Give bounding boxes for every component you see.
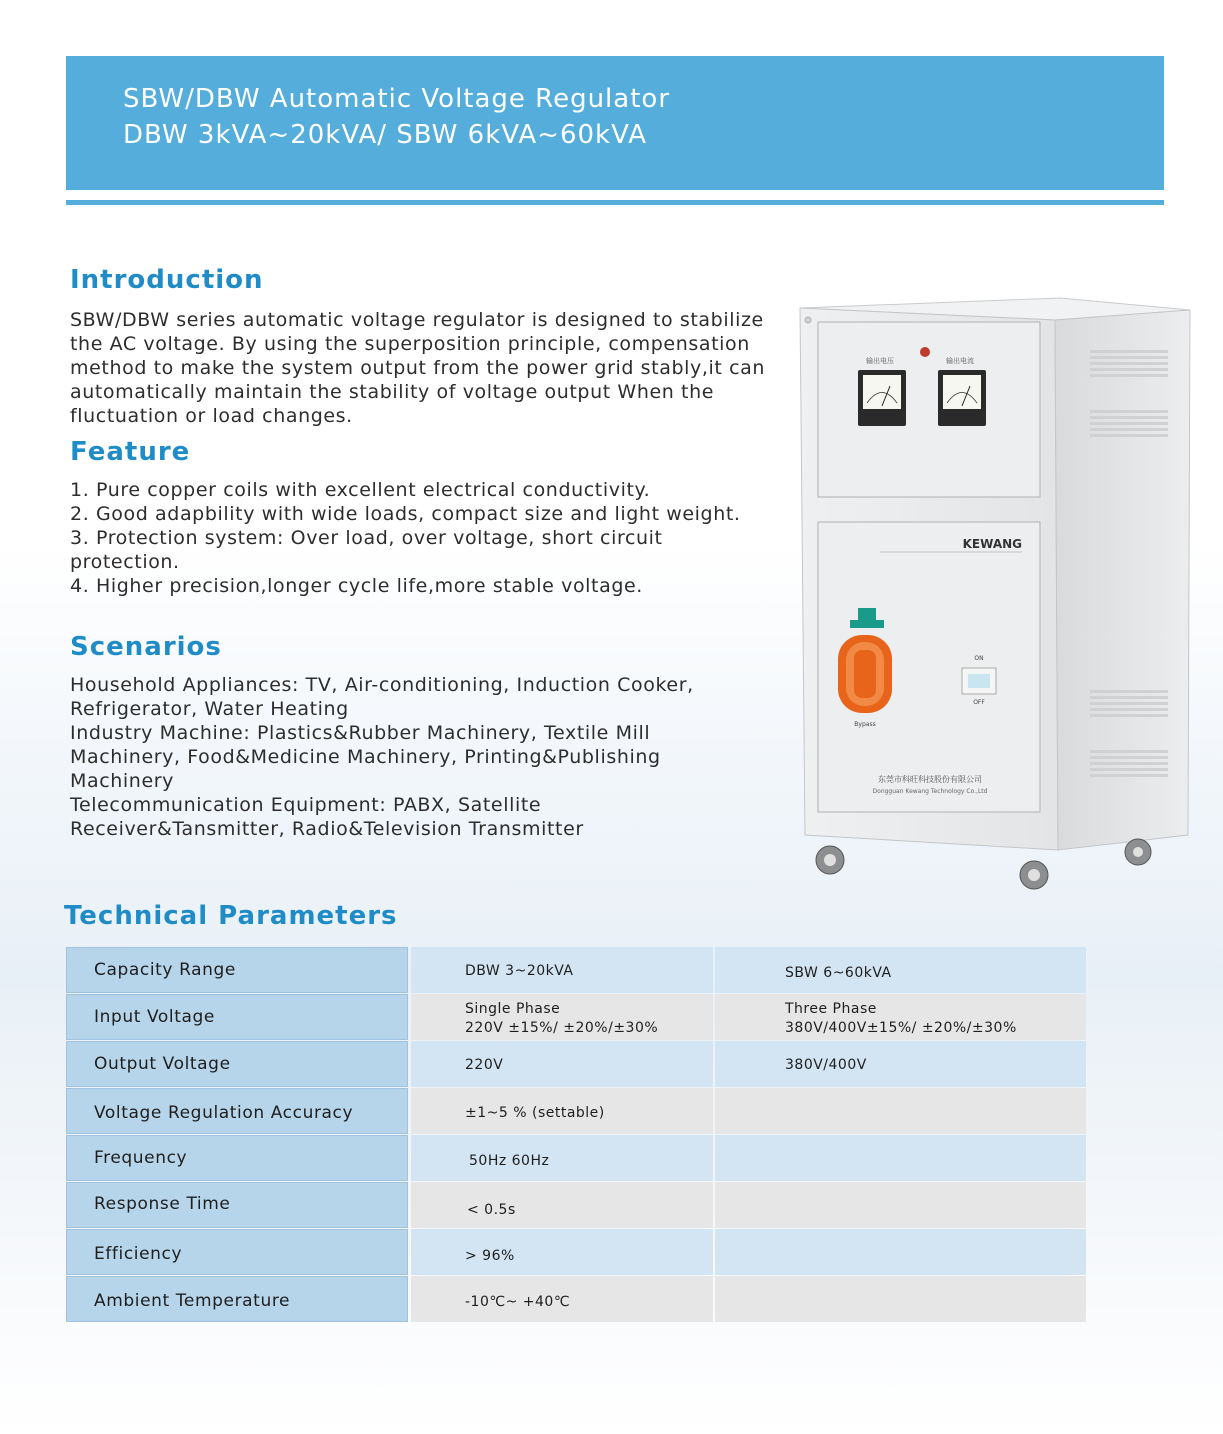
introduction-text xyxy=(70,308,765,428)
sbw-value-detail: 380V/400V±15%/ ±20%/±30% xyxy=(785,1020,1017,1036)
switch-on-label: ON xyxy=(974,655,984,662)
scenarios-heading: Scenarios xyxy=(70,632,222,662)
ammeter-icon xyxy=(938,370,986,426)
scenarios-line: Telecommunication Equipment: PABX, Satellite xyxy=(70,794,542,816)
row-label: Ambient Temperature xyxy=(94,1291,291,1311)
caster-wheel-icon xyxy=(816,839,1151,889)
dbw-value: -10℃~ +40℃ xyxy=(465,1294,571,1310)
introduction-line: the AC voltage. By using the superposition principle, compensation xyxy=(70,333,750,355)
company-name-cn: 东莞市科旺科技股份有限公司 xyxy=(878,775,982,784)
title-banner xyxy=(66,56,1164,190)
table-row xyxy=(66,1276,1086,1323)
introduction-line: fluctuation or load changes. xyxy=(70,405,353,427)
feature-heading: Feature xyxy=(70,437,191,467)
bypass-label: Bypass xyxy=(854,721,876,728)
row-label: Input Voltage xyxy=(94,1007,215,1027)
row-label: Voltage Regulation Accuracy xyxy=(94,1103,354,1123)
table-row xyxy=(66,1182,1086,1229)
feature-list xyxy=(70,478,741,598)
dbw-value: > 96% xyxy=(465,1248,515,1264)
table-row xyxy=(66,994,1086,1041)
dbw-value-detail: 220V ±15%/ ±20%/±30% xyxy=(465,1020,659,1036)
dbw-value: ±1~5 % (settable) xyxy=(465,1105,605,1121)
meter-label: 输出电压 xyxy=(866,357,894,365)
introduction-line: automatically maintain the stability of voltage output When the xyxy=(70,381,715,403)
row-label: Frequency xyxy=(94,1148,188,1168)
table-row xyxy=(66,1041,1086,1088)
feature-item: 1. Pure copper coils with excellent electrical conductivity. xyxy=(70,479,651,501)
dbw-value: < 0.5s xyxy=(467,1202,516,1218)
meter-label: 输出电流 xyxy=(946,357,974,365)
feature-item: protection. xyxy=(70,551,180,573)
dbw-value: DBW 3~20kVA xyxy=(465,963,574,979)
voltage-regulator-image xyxy=(790,290,1210,900)
dbw-value: 220V xyxy=(465,1057,504,1073)
dbw-value: 50Hz 60Hz xyxy=(469,1153,550,1169)
switch-off-label: OFF xyxy=(973,699,985,706)
feature-item: 2. Good adapbility with wide loads, compact size and light weight. xyxy=(70,503,741,525)
table-row xyxy=(66,947,1086,994)
row-label: Output Voltage xyxy=(94,1054,231,1074)
feature-item: 3. Protection system: Over load, over voltage, short circuit xyxy=(70,527,663,549)
row-label: Response Time xyxy=(94,1194,231,1214)
table-row xyxy=(66,1229,1086,1276)
sbw-value: Three Phase xyxy=(785,1001,877,1017)
sbw-value: 380V/400V xyxy=(785,1057,867,1073)
page-title: SBW/DBW Automatic Voltage Regulator xyxy=(123,84,671,114)
page-subtitle: DBW 3kVA~20kVA/ SBW 6kVA~60kVA xyxy=(123,120,647,150)
introduction-line: SBW/DBW series automatic voltage regulator is designed to stabilize xyxy=(70,309,764,331)
scenarios-line: Industry Machine: Plastics&Rubber Machinery, Textile Mill xyxy=(70,722,651,744)
feature-item: 4. Higher precision,longer cycle life,more stable voltage. xyxy=(70,575,643,597)
table-row xyxy=(66,1088,1086,1135)
row-label: Capacity Range xyxy=(94,960,236,980)
scenarios-line: Machinery xyxy=(70,770,174,792)
parameters-table xyxy=(66,947,1086,1323)
company-name-en: Dongguan Kewang Technology Co.,Ltd xyxy=(872,788,988,795)
row-label: Efficiency xyxy=(94,1244,183,1264)
banner-divider xyxy=(66,200,1164,205)
introduction-heading: Introduction xyxy=(70,265,264,295)
scenarios-line: Receiver&Tansmitter, Radio&Television Transmitter xyxy=(70,818,584,840)
brand-logo: KEWANG xyxy=(962,537,1022,551)
introduction-line: method to make the system output from the power grid stably,it can xyxy=(70,357,765,379)
sbw-value: SBW 6~60kVA xyxy=(785,965,892,981)
dbw-value: Single Phase xyxy=(465,1001,561,1017)
table-row xyxy=(66,1135,1086,1182)
voltmeter-icon xyxy=(858,370,906,426)
scenarios-line: Household Appliances: TV, Air-conditioning, Induction Cooker, xyxy=(70,674,694,696)
scenarios-line: Machinery, Food&Medicine Machinery, Printing&Publishing xyxy=(70,746,661,768)
scenarios-text xyxy=(70,673,694,841)
breaker-switch-icon xyxy=(962,668,996,694)
parameters-heading: Technical Parameters xyxy=(64,901,398,931)
scenarios-line: Refrigerator, Water Heating xyxy=(70,698,349,720)
